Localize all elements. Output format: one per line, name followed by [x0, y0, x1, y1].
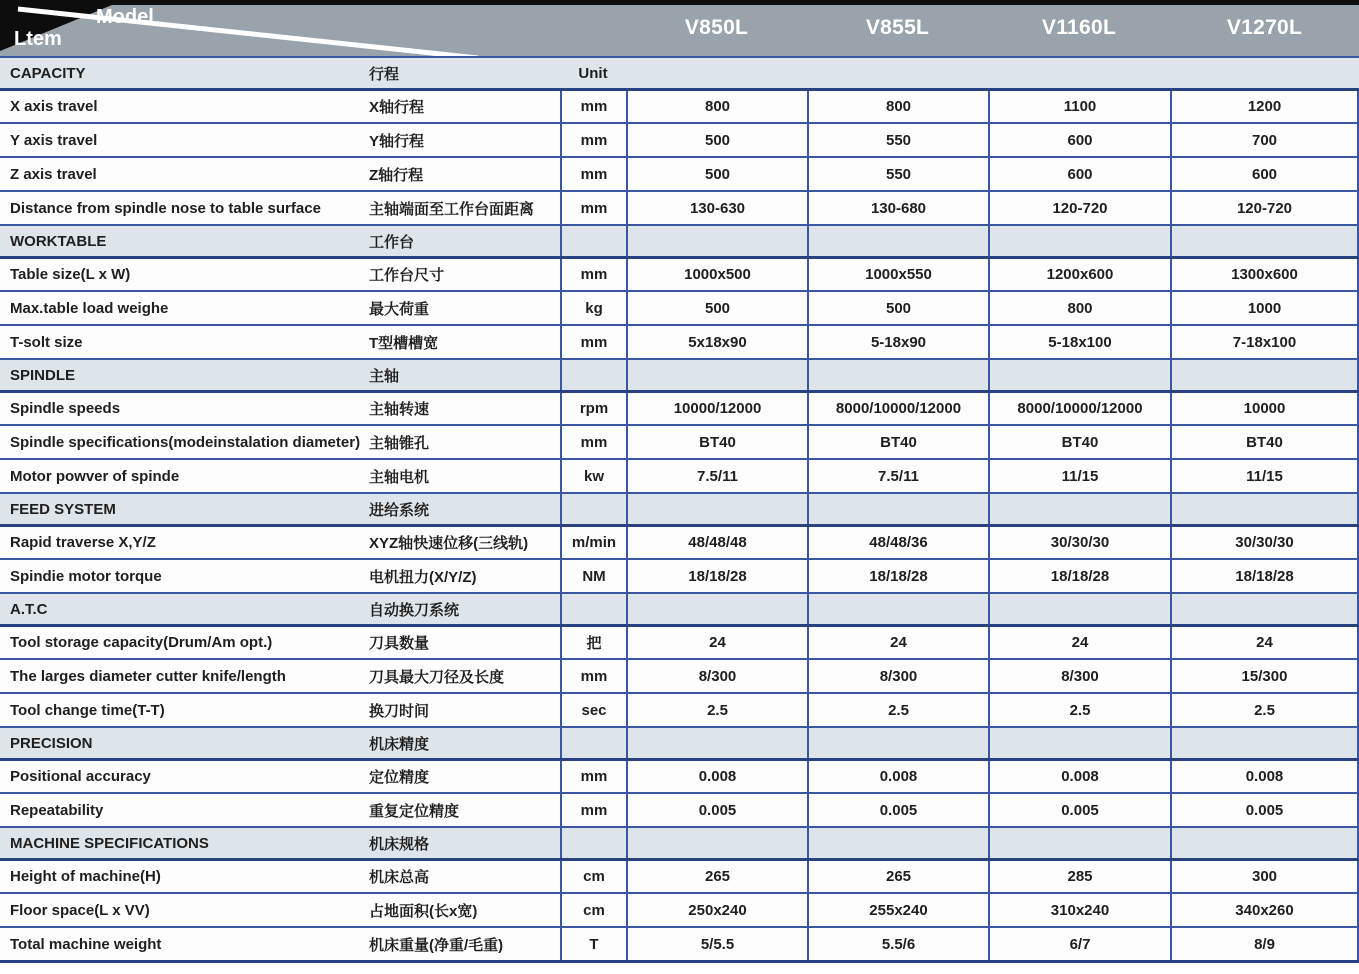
section-label-zh: 工作台 — [369, 233, 415, 251]
section-cell — [988, 728, 1170, 758]
row-label-zh: 主轴锥孔 — [369, 434, 430, 452]
cell-value: 600 — [988, 158, 1170, 190]
cell-value: 1000 — [1170, 292, 1359, 324]
cell-value: 8/300 — [626, 660, 807, 692]
cell-value: 0.008 — [1170, 761, 1359, 792]
row-label-zh: 刀具最大刀径及长度 — [369, 668, 505, 686]
cell-value: 1000x550 — [807, 259, 988, 290]
section-cell — [1170, 728, 1359, 758]
row-label-en: Y axis travel — [10, 131, 98, 149]
cell-value: 130-680 — [807, 192, 988, 224]
cell-value: BT40 — [626, 426, 807, 458]
row-label-en: Z axis travel — [10, 165, 97, 183]
section-cell — [807, 58, 988, 88]
cell-value: 500 — [807, 292, 988, 324]
row-label-en: Rapid traverse X,Y/Z — [10, 534, 156, 551]
section-cell — [1170, 828, 1359, 858]
section-header-row — [0, 56, 1359, 88]
model-column-header: V855L — [865, 15, 930, 39]
section-header-row — [0, 592, 1359, 624]
cell-value: 7.5/11 — [626, 460, 807, 492]
section-cell — [626, 494, 807, 524]
cell-value: 0.005 — [988, 794, 1170, 826]
cell-value: 800 — [626, 91, 807, 122]
cell-value: 1200 — [1170, 91, 1359, 122]
section-cell — [807, 828, 988, 858]
cell-value: 10000/12000 — [626, 393, 807, 424]
row-label-en: T-solt size — [10, 333, 83, 351]
table-row — [0, 324, 1359, 358]
cell-value: 30/30/30 — [988, 527, 1170, 558]
table-row — [0, 524, 1359, 558]
row-unit: m/min — [560, 527, 626, 558]
cell-value: 24 — [626, 627, 807, 658]
row-label-zh: 重复定位精度 — [369, 802, 460, 820]
row-unit: mm — [560, 660, 626, 692]
section-unit-header — [560, 360, 626, 390]
row-unit: kw — [560, 460, 626, 492]
model-column-header: V1160L — [1041, 15, 1117, 39]
cell-value: 1100 — [988, 91, 1170, 122]
cell-value: 120-720 — [1170, 192, 1359, 224]
row-unit: sec — [560, 694, 626, 726]
row-label-zh: T型槽槽宽 — [369, 334, 439, 352]
section-cell — [1170, 58, 1359, 88]
row-label-en: Spindle specifications(modeinstalation diameter) — [10, 433, 361, 451]
cell-value: 8000/10000/12000 — [807, 393, 988, 424]
row-label-en: X axis travel — [10, 98, 98, 115]
cell-value: BT40 — [1170, 426, 1359, 458]
section-header-row — [0, 726, 1359, 758]
table-row — [0, 88, 1359, 122]
cell-value: 11/15 — [988, 460, 1170, 492]
row-unit: mm — [560, 124, 626, 156]
cell-value: 8/300 — [988, 660, 1170, 692]
table-row — [0, 624, 1359, 658]
cell-value: 0.005 — [626, 794, 807, 826]
row-label-zh: Y轴行程 — [369, 132, 425, 150]
model-column-header: V850L — [684, 15, 749, 39]
section-cell — [988, 360, 1170, 390]
section-cell — [626, 828, 807, 858]
cell-value: 7.5/11 — [807, 460, 988, 492]
cell-value: 265 — [626, 861, 807, 892]
section-label-en: SPINDLE — [10, 366, 76, 384]
row-unit: mm — [560, 326, 626, 358]
section-cell — [807, 494, 988, 524]
section-cell — [626, 360, 807, 390]
row-unit: T — [560, 928, 626, 960]
section-unit-header — [560, 494, 626, 524]
table-header — [0, 0, 1359, 56]
table-row — [0, 424, 1359, 458]
cell-value: 11/15 — [1170, 460, 1359, 492]
row-label-zh: 主轴端面至工作台面距离 — [369, 200, 535, 218]
cell-value: 24 — [1170, 627, 1359, 658]
row-label-zh: 主轴电机 — [369, 468, 430, 486]
cell-value: 300 — [1170, 861, 1359, 892]
row-label-en: Floor space(L x VV) — [10, 901, 150, 919]
row-label-en: Total machine weight — [10, 935, 162, 953]
cell-value: 1000x500 — [626, 259, 807, 290]
section-cell — [807, 226, 988, 256]
section-label-en: FEED SYSTEM — [10, 500, 116, 518]
row-unit: 把 — [560, 627, 626, 658]
table-row — [0, 792, 1359, 826]
cell-value: 1200x600 — [988, 259, 1170, 290]
table-row — [0, 122, 1359, 156]
row-unit: kg — [560, 292, 626, 324]
row-unit: NM — [560, 560, 626, 592]
table-row — [0, 558, 1359, 592]
section-header-row — [0, 224, 1359, 256]
cell-value: 130-630 — [626, 192, 807, 224]
row-unit: mm — [560, 761, 626, 792]
row-label-en: Table size(L x W) — [10, 266, 131, 283]
row-label-zh: 电机扭力(X/Y/Z) — [369, 568, 477, 586]
cell-value: 800 — [807, 91, 988, 122]
cell-value: 5x18x90 — [626, 326, 807, 358]
spec-table-body — [0, 56, 1359, 960]
section-label-zh: 自动换刀系统 — [369, 601, 460, 619]
section-header-row — [0, 358, 1359, 390]
section-label-zh: 行程 — [369, 65, 400, 83]
table-row — [0, 290, 1359, 324]
section-cell — [1170, 360, 1359, 390]
row-label-zh: 最大荷重 — [369, 300, 430, 318]
table-bottom-border — [0, 960, 1359, 963]
table-row — [0, 190, 1359, 224]
row-label-en: Height of machine(H) — [10, 868, 161, 885]
cell-value: 18/18/28 — [626, 560, 807, 592]
row-label-zh: 机床总高 — [369, 869, 430, 886]
section-unit-header — [560, 594, 626, 624]
row-unit: mm — [560, 91, 626, 122]
row-label-en: Tool storage capacity(Drum/Am opt.) — [10, 634, 273, 651]
section-cell — [988, 58, 1170, 88]
cell-value: 8/9 — [1170, 928, 1359, 960]
cell-value: 2.5 — [1170, 694, 1359, 726]
section-label-en: PRECISION — [10, 734, 93, 752]
table-row — [0, 658, 1359, 692]
row-label-zh: 刀具数量 — [369, 635, 430, 652]
table-row — [0, 892, 1359, 926]
row-label-zh: 主轴转速 — [369, 401, 430, 418]
section-cell — [988, 594, 1170, 624]
row-label-en: Positional accuracy — [10, 768, 151, 785]
table-row — [0, 458, 1359, 492]
cell-value: 255x240 — [807, 894, 988, 926]
section-unit-header — [560, 226, 626, 256]
cell-value: 24 — [988, 627, 1170, 658]
cell-value: 15/300 — [1170, 660, 1359, 692]
cell-value: 2.5 — [626, 694, 807, 726]
diagonal-corner-cell — [0, 5, 560, 56]
table-row — [0, 858, 1359, 892]
cell-value: 48/48/36 — [807, 527, 988, 558]
cell-value: 6/7 — [988, 928, 1170, 960]
row-label-en: Max.table load weighe — [10, 299, 169, 317]
cell-value: 1300x600 — [1170, 259, 1359, 290]
section-unit-header — [560, 828, 626, 858]
section-label-zh: 进给系统 — [369, 501, 430, 519]
section-label-zh: 主轴 — [369, 367, 400, 385]
row-label-en: Repeatability — [10, 801, 104, 819]
cell-value: 0.008 — [988, 761, 1170, 792]
cell-value: 310x240 — [988, 894, 1170, 926]
row-label-zh: XYZ轴快速位移(三线轨) — [369, 535, 529, 552]
cell-value: BT40 — [807, 426, 988, 458]
cell-value: 5/5.5 — [626, 928, 807, 960]
corner-item-label: Ltem — [14, 28, 62, 50]
corner-model-label: Model — [96, 6, 154, 28]
row-label-en: Spindie motor torque — [10, 567, 162, 585]
section-cell — [807, 728, 988, 758]
row-unit: mm — [560, 158, 626, 190]
cell-value: 800 — [988, 292, 1170, 324]
section-cell — [807, 594, 988, 624]
section-unit-header: Unit — [578, 64, 608, 82]
section-cell — [807, 360, 988, 390]
cell-value: 18/18/28 — [807, 560, 988, 592]
section-label-en: CAPACITY — [10, 64, 86, 82]
cell-value: 7-18x100 — [1170, 326, 1359, 358]
table-row — [0, 692, 1359, 726]
model-column-header: V1270L — [1226, 15, 1303, 39]
section-header-row — [0, 826, 1359, 858]
cell-value: 5-18x90 — [807, 326, 988, 358]
cell-value: 30/30/30 — [1170, 527, 1359, 558]
cell-value: 0.008 — [626, 761, 807, 792]
cell-value: BT40 — [988, 426, 1170, 458]
cell-value: 600 — [988, 124, 1170, 156]
section-cell — [988, 494, 1170, 524]
section-cell — [626, 594, 807, 624]
cell-value: 8000/10000/12000 — [988, 393, 1170, 424]
section-unit-header — [560, 728, 626, 758]
cell-value: 550 — [807, 124, 988, 156]
cell-value: 340x260 — [1170, 894, 1359, 926]
row-label-zh: 换刀时间 — [369, 702, 430, 720]
cell-value: 120-720 — [988, 192, 1170, 224]
table-row — [0, 156, 1359, 190]
table-row — [0, 926, 1359, 960]
row-label-en: Spindle speeds — [10, 400, 121, 417]
row-label-zh: 工作台尺寸 — [369, 267, 445, 284]
row-label-en: Tool change time(T-T) — [10, 701, 165, 719]
cell-value: 18/18/28 — [1170, 560, 1359, 592]
section-cell — [1170, 594, 1359, 624]
row-unit: mm — [560, 794, 626, 826]
section-cell — [626, 226, 807, 256]
cell-value: 550 — [807, 158, 988, 190]
row-label-zh: 机床重量(净重/毛重) — [369, 936, 504, 954]
cell-value: 0.005 — [1170, 794, 1359, 826]
section-cell — [988, 828, 1170, 858]
cell-value: 48/48/48 — [626, 527, 807, 558]
cell-value: 265 — [807, 861, 988, 892]
cell-value: 500 — [626, 158, 807, 190]
row-label-en: Distance from spindle nose to table surface — [10, 199, 321, 217]
row-unit: mm — [560, 259, 626, 290]
row-label-zh: 定位精度 — [369, 769, 430, 786]
cell-value: 600 — [1170, 158, 1359, 190]
row-unit: mm — [560, 192, 626, 224]
row-label-zh: X轴行程 — [369, 99, 425, 116]
section-cell — [626, 58, 807, 88]
row-label-zh: 占地面积(长x宽) — [369, 902, 478, 920]
row-unit: mm — [560, 426, 626, 458]
cell-value: 0.008 — [807, 761, 988, 792]
table-row — [0, 390, 1359, 424]
cell-value: 5-18x100 — [988, 326, 1170, 358]
section-label-en: WORKTABLE — [10, 232, 107, 250]
row-label-en: Motor powver of spinde — [10, 467, 180, 485]
row-unit: cm — [560, 861, 626, 892]
table-row — [0, 256, 1359, 290]
cell-value: 700 — [1170, 124, 1359, 156]
cell-value: 24 — [807, 627, 988, 658]
row-label-en: The larges diameter cutter knife/length — [10, 667, 286, 685]
row-label-zh: Z轴行程 — [369, 166, 424, 184]
section-label-zh: 机床精度 — [369, 735, 430, 753]
cell-value: 0.005 — [807, 794, 988, 826]
cell-value: 10000 — [1170, 393, 1359, 424]
section-cell — [626, 728, 807, 758]
diagonal-split-graphic — [0, 5, 560, 56]
cell-value: 5.5/6 — [807, 928, 988, 960]
table-row — [0, 758, 1359, 792]
cell-value: 2.5 — [988, 694, 1170, 726]
cell-value: 18/18/28 — [988, 560, 1170, 592]
cell-value: 500 — [626, 292, 807, 324]
section-cell — [988, 226, 1170, 256]
section-cell — [1170, 494, 1359, 524]
row-unit: cm — [560, 894, 626, 926]
section-label-en: MACHINE SPECIFICATIONS — [10, 834, 209, 852]
cell-value: 250x240 — [626, 894, 807, 926]
row-unit: rpm — [560, 393, 626, 424]
section-label-zh: 机床规格 — [369, 835, 430, 853]
cell-value: 8/300 — [807, 660, 988, 692]
cell-value: 2.5 — [807, 694, 988, 726]
section-cell — [1170, 226, 1359, 256]
cell-value: 285 — [988, 861, 1170, 892]
section-label-en: A.T.C — [10, 600, 48, 618]
section-header-row — [0, 492, 1359, 524]
cell-value: 500 — [626, 124, 807, 156]
